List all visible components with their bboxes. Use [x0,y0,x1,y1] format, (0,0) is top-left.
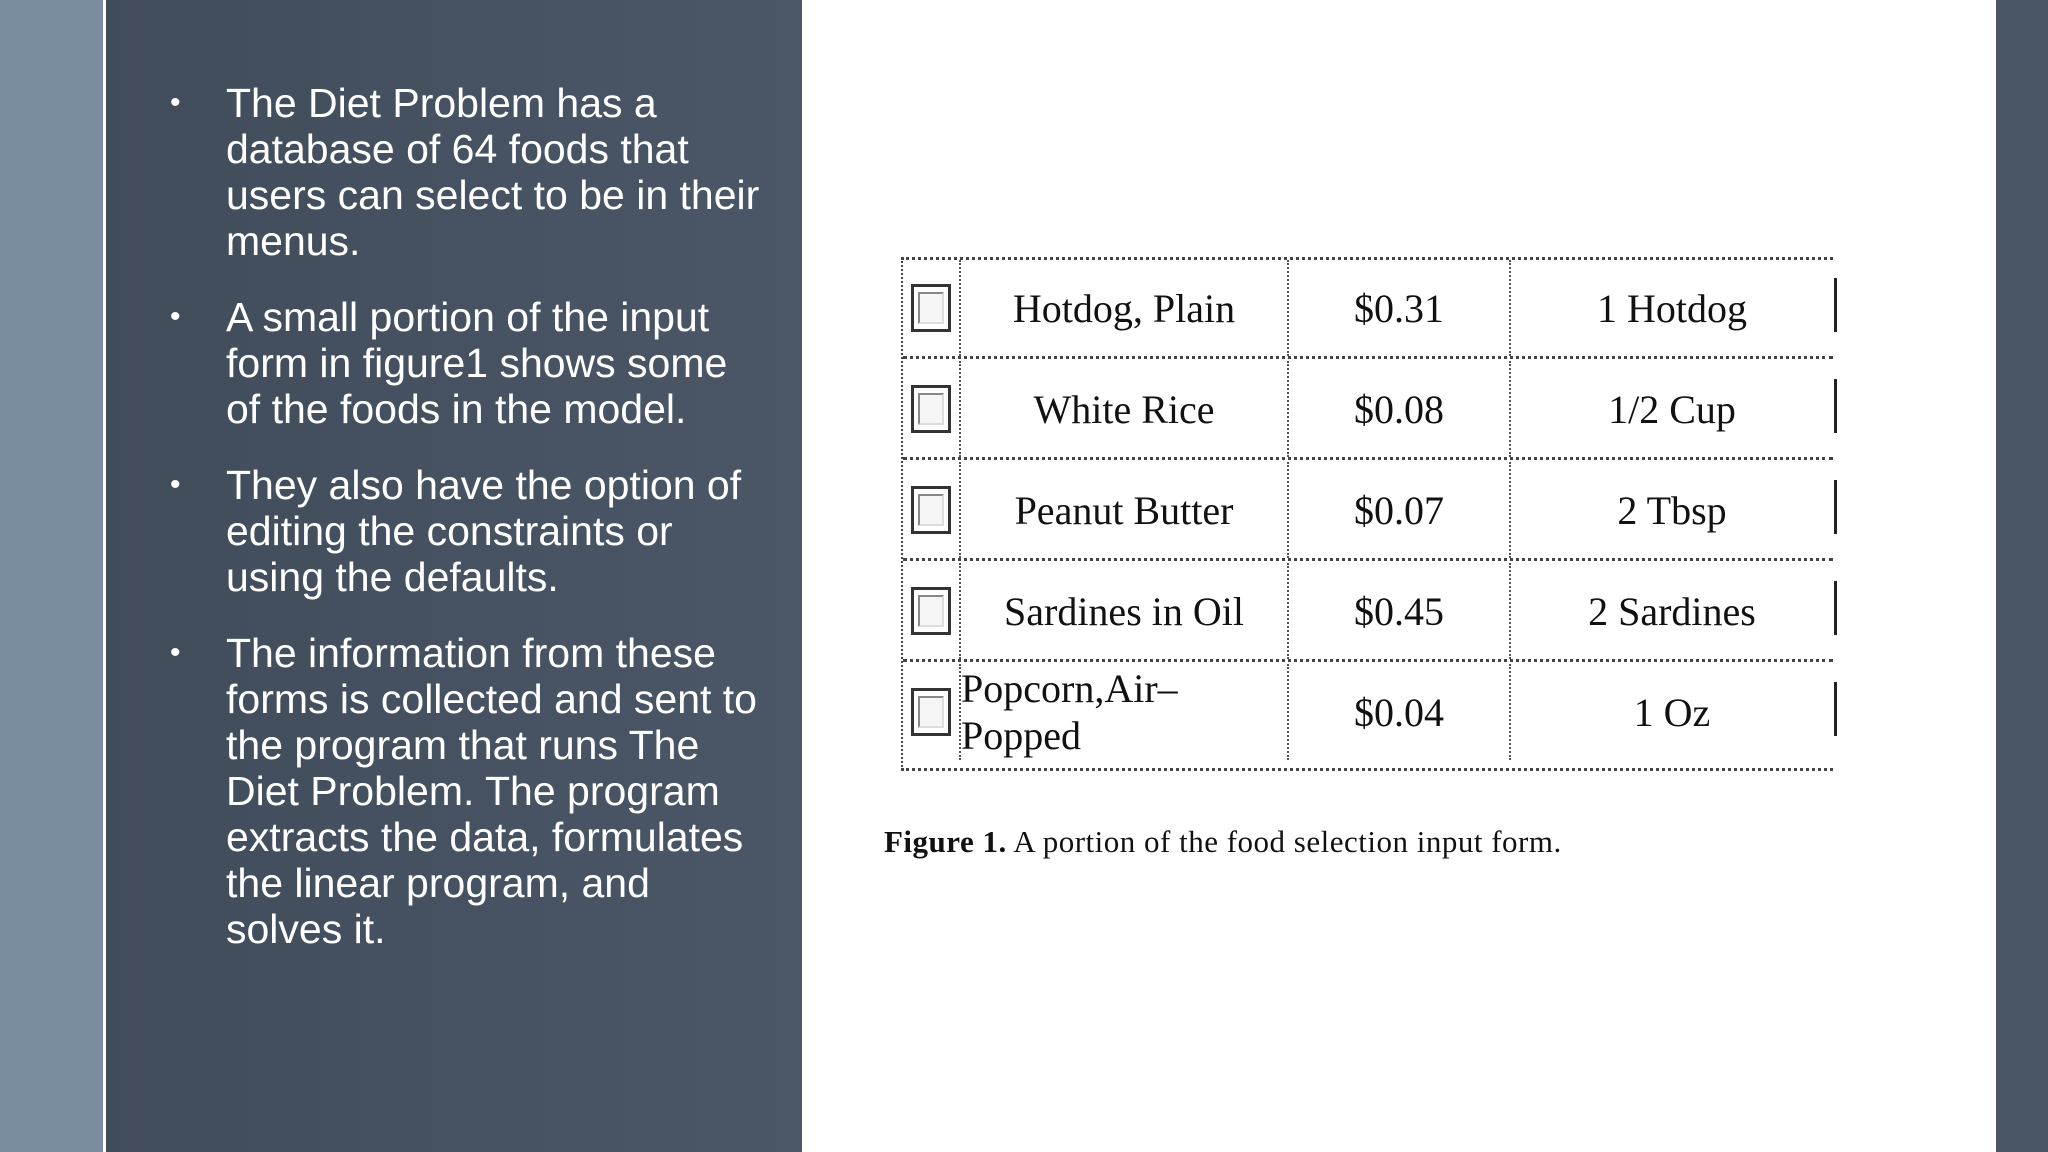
row-edge-marker [1834,581,1837,635]
food-checkbox[interactable] [911,284,951,332]
food-row [903,664,1833,763]
checkbox-bevel [918,696,944,728]
checkbox-bevel [918,393,944,425]
check-cell [903,260,961,356]
food-serving: 1 Hotdog [1597,285,1747,331]
bullet-text: They also have the option of editing the constraints or using the defaults. [226,462,742,600]
check-cell [903,664,961,760]
check-cell [903,462,961,558]
bullet-dot: • [170,300,181,333]
food-checkbox[interactable] [911,486,951,534]
checkbox-bevel [918,292,944,324]
food-checkbox[interactable] [911,688,951,736]
food-name: Peanut Butter [961,462,1289,558]
bullet-text: A small portion of the input form in figure1 shows some of the foods in the model. [226,294,728,432]
bullet-dot: • [170,86,181,119]
figure-label: Figure 1. [884,824,1007,859]
bullet-text: The information from these forms is collected and sent to the program that runs The Diet Problem. The program extracts the data, formulates the linear program, and solves it. [226,630,757,952]
food-selection-form [901,257,1833,771]
food-row [903,462,1833,561]
food-serving: 1/2 Cup [1608,386,1736,432]
food-checkbox[interactable] [911,587,951,635]
bullet-item [160,630,760,952]
food-row [903,260,1833,359]
checkbox-bevel [918,595,944,627]
food-serving: 2 Tbsp [1617,487,1727,533]
food-name: Sardines in Oil [961,563,1289,659]
bullet-item [160,462,760,600]
bullet-item [160,294,760,432]
figure-caption [884,824,1562,860]
bullet-dot: • [170,468,181,501]
right-accent-strip [1996,0,2048,1152]
bullet-dot: • [170,636,181,669]
food-name: Popcorn,Air–Popped [961,664,1289,760]
bullet-list [160,80,760,982]
row-edge-marker [1834,480,1837,534]
food-serving: 1 Oz [1633,689,1711,735]
figure-caption-text: A portion of the food selection input form. [1013,824,1562,859]
food-price: $0.04 [1289,664,1511,760]
left-accent-strip [0,0,103,1152]
food-price: $0.45 [1289,563,1511,659]
row-edge-marker [1834,379,1837,433]
food-price: $0.31 [1289,260,1511,356]
bullet-item [160,80,760,264]
food-serving: 2 Sardines [1588,588,1756,634]
food-checkbox[interactable] [911,385,951,433]
row-edge-marker [1834,278,1837,332]
row-edge-marker [1834,682,1837,736]
food-price: $0.07 [1289,462,1511,558]
food-row [903,563,1833,662]
check-cell [903,361,961,457]
food-row [903,361,1833,460]
checkbox-bevel [918,494,944,526]
food-name: White Rice [961,361,1289,457]
food-name: Hotdog, Plain [961,260,1289,356]
food-price: $0.08 [1289,361,1511,457]
bullet-text: The Diet Problem has a database of 64 foods that users can select to be in their menus. [226,80,760,264]
check-cell [903,563,961,659]
